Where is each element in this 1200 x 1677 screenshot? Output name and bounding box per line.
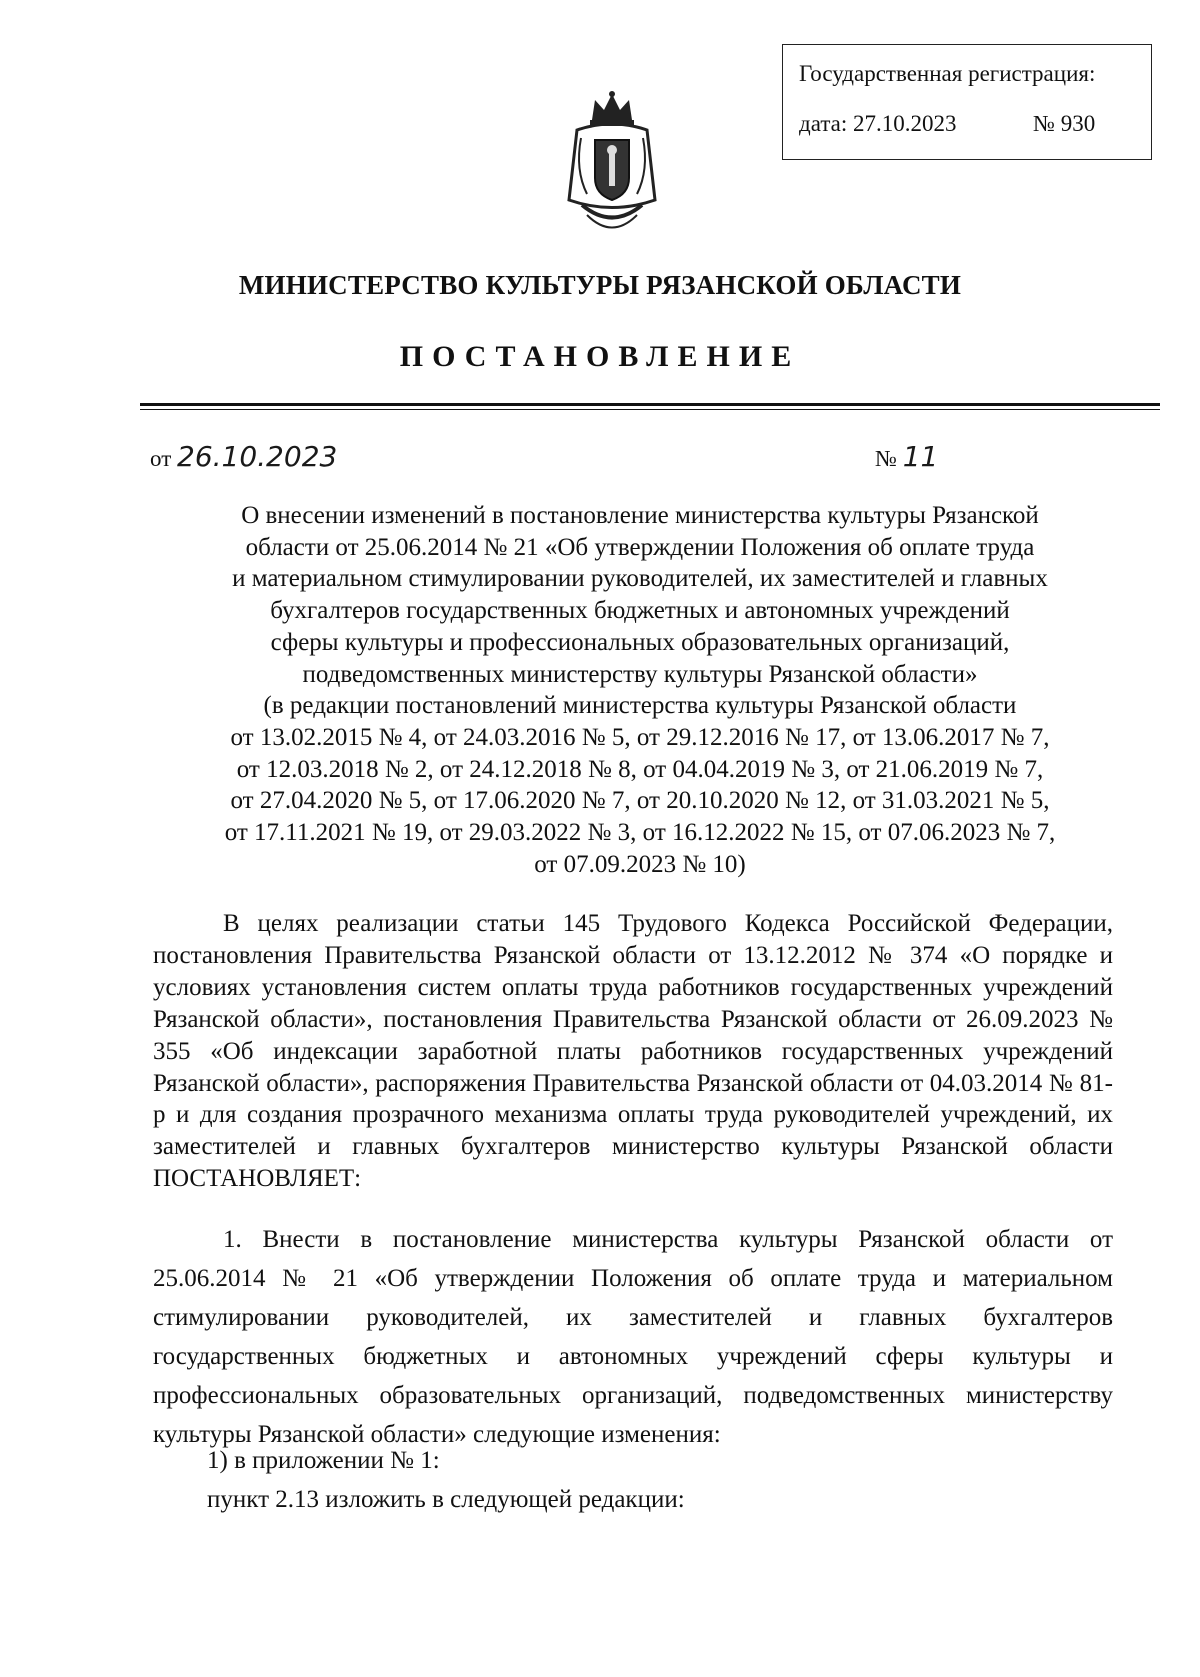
heading-line: от 07.09.2023 № 10): [534, 850, 746, 878]
date-handwritten: 26.10.2023: [177, 440, 338, 473]
heading-line: (в редакции постановлений министерства культуры Рязанской области: [263, 692, 1017, 720]
heading-line: от 27.04.2020 № 5, от 17.06.2020 № 7, от 20.10.2020 № 12, от 31.03.2021 № 5,: [230, 787, 1050, 815]
heading-line: сферы культуры и профессиональных образовательных организаций,: [270, 628, 1010, 656]
document-type: ПОСТАНОВЛЕНИЕ: [399, 340, 801, 373]
point-1-text: 1. Внести в постановление министерства культуры Рязанской области от 25.06.2014 № 21 «Об утверждении Положения об оплате труда и материальном стимулировании руководителей, их заместителей и главных бухгалтеров государственных бюджетных и автономных учреждений сферы культуры и профессиональных образовательных организаций, подведомственных министерству культуры Рязанской области» следующие изменения:: [153, 1226, 1113, 1448]
registration-title: Государственная регистрация:: [799, 61, 1096, 86]
header-rule-thick: [140, 403, 1160, 406]
number-prefix: №: [875, 446, 897, 471]
sub-item-1: 1) в приложении № 1:: [207, 1447, 440, 1474]
coat-of-arms-icon: [557, 90, 667, 240]
heading-line: О внесении изменений в постановление министерства культуры Рязанской: [241, 502, 1039, 529]
preamble-paragraph: [153, 908, 1113, 1195]
point-1-paragraph: [153, 1220, 1113, 1454]
ministry-title: МИНИСТЕРСТВО КУЛЬТУРЫ РЯЗАНСКОЙ ОБЛАСТИ: [238, 270, 962, 300]
heading-line: области от 25.06.2014 № 21 «Об утверждении Положения об оплате труда: [245, 533, 1035, 561]
sub-item-2: пункт 2.13 изложить в следующей редакции:: [207, 1486, 685, 1513]
heading-line: и материальном стимулировании руководителей, их заместителей и главных: [232, 565, 1048, 593]
registration-date: дата: 27.10.2023: [799, 111, 957, 136]
heading-line: от 12.03.2018 № 2, от 24.12.2018 № 8, от 04.04.2019 № 3, от 21.06.2019 № 7,: [236, 755, 1044, 783]
header-rule-thin: [140, 409, 1160, 410]
preamble-text: В целях реализации статьи 145 Трудового Кодекса Российской Федерации, постановления Правительства Рязанской области от 13.12.2012 № 374 «О порядке и условиях установления систем оплаты труда работников государственных учреждений Рязанской области», постановления Правительства Рязанской области от 26.09.2023 № 355 «Об индексации заработной платы работников государственных учреждений Рязанской области», распоряжения Правительства Рязанской области от 04.03.2014 № 81-р и для создания прозрачного механизма оплаты труда руководителей учреждений, их заместителей и главных бухгалтеров министерство культуры Рязанской области ПОСТАНОВЛЯЕТ:: [153, 910, 1113, 1193]
document-heading: [140, 500, 1140, 880]
document-number: [875, 440, 938, 473]
heading-line: от 13.02.2015 № 4, от 24.03.2016 № 5, от 29.12.2016 № 17, от 13.06.2017 № 7,: [230, 723, 1050, 751]
heading-line: от 17.11.2021 № 19, от 29.03.2022 № 3, от 16.12.2022 № 15, от 07.06.2023 № 7,: [224, 819, 1056, 847]
document-date: [150, 440, 337, 473]
number-handwritten: 11: [902, 440, 939, 473]
heading-line: подведомственных министерству культуры Рязанской области»: [302, 660, 978, 688]
heading-line: бухгалтеров государственных бюджетных и автономных учреждений: [270, 597, 1010, 625]
date-prefix: от: [150, 446, 172, 471]
registration-number: № 930: [1033, 111, 1096, 136]
registration-stamp: [782, 44, 1152, 160]
